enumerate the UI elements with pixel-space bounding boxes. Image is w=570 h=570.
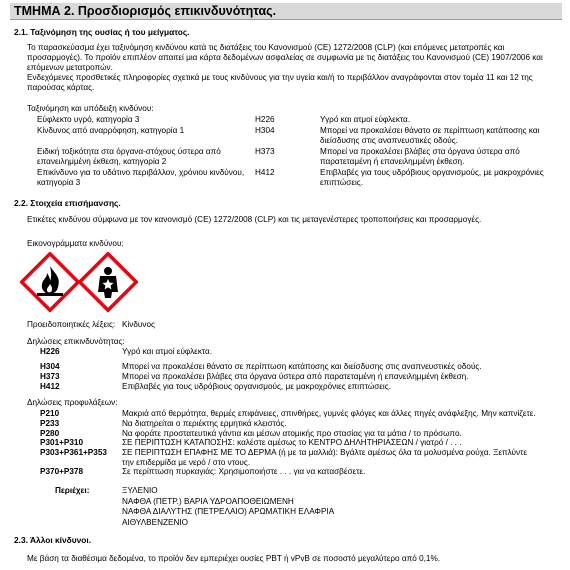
class-row-name: Εύφλεκτο υγρό, κατηγορία 3 [37, 115, 140, 124]
hazard-statements-label: Δηλώσεις επικινδυνότητας: [27, 337, 125, 346]
paragraph-line: Το παρασκεύασμα έχει ταξινόμηση κινδύνου κατά τις διατάξεις του Κανονισμού (CE) 1272/2008 (CLP) (και επόμενες μετατροπές και [27, 43, 505, 52]
precaution-code: P210 [40, 409, 60, 418]
paragraph-line: Ενδεχόμενες προσθετικές πληροφορίες σχετικά με τους κινδύνους για την υγεία και/ή το περιβάλλον αναγράφονται στον τομέα 11 και 12 της [27, 73, 533, 82]
heading-2-2: 2.2. Στοιχεία επισήμανσης. [14, 198, 121, 208]
pictograms-label: Εικονογράμματα κινδύνου: [27, 239, 124, 248]
class-row-code: H373 [255, 147, 275, 156]
hazard-code: H304 [40, 362, 60, 371]
class-row-desc: Επιβλαβές για τους υδρόβιους οργανισμούς, με μακροχρόνιες επιπτώσεις. [320, 168, 544, 187]
class-row-code: H412 [255, 168, 275, 177]
contains-item: ΝΑΦΘΑ (ΠΕΤΡ.) ΒΑΡΙΑ ΥΔΡΟΑΠΟΘΕΙΩΜΕΝΗ [122, 496, 294, 506]
heading-2-3: 2.3. Άλλοι κίνδυνοι. [14, 535, 92, 545]
flame-pictogram-icon [20, 252, 80, 312]
class-row-name: Επικίνδυνο για το υδάτινο περιβάλλον, χρόνιου κινδύνου, κατηγορία 3 [37, 168, 245, 187]
hazard-code: H373 [40, 372, 60, 381]
class-row-name: Κίνδυνος από αναρρόφηση, κατηγορία 1 [37, 126, 185, 135]
class-row-code: H304 [255, 126, 275, 135]
precaution-text: Να φοράτε προστατευτικά γάντια και μέσων ατομικής προ στασίας για τα μάτια / το πρόσωπο. [122, 429, 462, 438]
precaution-text: Να διατηρείται ο περιέκτης ερμητικά κλειστός. [122, 419, 287, 428]
section-title: ΤΜΗΜΑ 2. Προσδιορισμός επικινδυνότητας. [14, 4, 277, 18]
precaution-text: ΣΕ ΠΕΡΙΠΤΩΣΗ ΕΠΑΦΗΣ ΜΕ ΤΟ ΔΕΡΜΑ (ή με τα μαλλιά): Βγάλτε αμέσως όλα τα μολυσμένα ρούχα. Ξεπλύντε την επιδερμίδα με νερό / στο ντους. [122, 448, 528, 467]
paragraph-line: επόμενων μετατροπών. [27, 63, 113, 72]
class-row-name: Ειδική τοξικότητα στα όργανα-στόχους ύστερα από επανειλημμένη έκθεση, κατηγορία 2 [37, 147, 221, 166]
precaution-code: P303+P361+P353 [40, 448, 107, 457]
paragraph-classification [27, 43, 543, 73]
hazard-text: Υγρό και ατμοί εύφλεκτα. [122, 347, 213, 356]
other-hazards-text: Με βάση τα διαθέσιμα δεδομένα, το προϊόν δεν εμπεριέχει ουσίες PBT ή vPvB σε ποσοστό μεγαλύτερο από 0,1%. [27, 554, 441, 563]
precaution-code: P280 [40, 429, 60, 438]
hazard-text: Μπορεί να προκαλέσει βλάβες στα όργανα ύστερα από παρατεταμένη ή επανειλημμένη έκθεση. [122, 372, 469, 381]
hazard-code: H412 [40, 382, 60, 391]
precaution-text: ΣΕ ΠΕΡΙΠΤΩΣΗ ΚΑΤΑΠΟΣΗΣ: καλέστε αμέσως το ΚΕΝΤΡΟ ΔΗΛΗΤΗΡΙΑΣΕΩΝ / γιατρό / . . . [122, 438, 462, 447]
precautionary-statements-label: Δηλώσεις προφυλάξεων: [27, 398, 118, 407]
class-row-desc: Μπορεί να προκαλέσει θάνατο σε περίπτωση κατάποσης και διείσδυσης στις αναπνευστικές οδούς. [320, 126, 540, 145]
contains-label: Περιέχει: [55, 486, 90, 495]
signal-word-value: Κίνδυνος [122, 320, 156, 329]
hazard-text: Μπορεί να προκαλέσει θάνατο σε περίπτωση κατάποσης και διείσδυσης στις αναπνευστικές οδούς. [122, 362, 482, 371]
classification-title: Ταξινόμηση και υπόδειξη κινδύνου: [27, 104, 154, 113]
signal-word-label: Προειδοποιητικές λέξεις: [27, 320, 116, 329]
precaution-text: Μακριά από θερμότητα, θερμές επιφάνειες, σπινθήρες, γυμνές φλόγες και άλλες πηγές ανάφλεξης. Μην καπνίζετε. [122, 409, 536, 418]
class-row-desc: Υγρό και ατμοί εύφλεκτα. [320, 115, 411, 124]
contains-item: ΝΑΦΘΑ ΔΙΑΛΥΤΗΣ (ΠΕΤΡΕΛΑΙΟ) ΑΡΩΜΑΤΙΚΗ ΕΛΑΦΡΙΑ [122, 507, 335, 516]
paragraph-additional-info [27, 73, 533, 93]
paragraph-line: προσαρμογές). Το προϊόν επιπλέον απαιτεί μια κάρτα δεδομένων ασφαλείας σε συμφωνία με τις διατάξεις του Κανονισμού (CE) 1907/2006 και [27, 53, 543, 62]
hazard-text: Επιβλαβές για τους υδρόβιους οργανισμούς, με μακροχρόνιες επιπτώσεις. [122, 382, 391, 391]
precaution-code: P370+P378 [40, 467, 84, 476]
precaution-code: P301+P310 [40, 438, 84, 447]
paragraph-line: παρούσας κάρτας. [27, 83, 95, 92]
contains-item: ΞΥΛΕΝΙΟ [122, 486, 158, 495]
precaution-text: Σε περίπτωση πυρκαγιάς: Χρησιμοποιήστε . . . για να κατασβέσετε. [122, 467, 366, 476]
hazard-code: H226 [40, 347, 60, 356]
health-hazard-pictogram-icon [78, 252, 138, 312]
precaution-code: P233 [40, 419, 60, 428]
heading-2-1: 2.1. Ταξινόμηση της ουσίας ή του μείγματος. [14, 27, 190, 37]
class-row-code: H226 [255, 115, 275, 124]
contains-item: ΑΙΘΥΛΒΕΝΖΕΝΙΟ [122, 517, 189, 527]
class-row-desc: Μπορεί να προκαλέσει βλάβες στα όργανα ύστερα από παρατεταμένη ή επανειλημμένη έκθεση. [320, 147, 520, 166]
label-intro: Ετικέτες κινδύνου σύμφωνα με τον κανονισμό (CE) 1272/2008 (CLP) και τις μεταγενέστερες τροποποιήσεις και προσαρμογές. [27, 215, 482, 224]
contains-list [122, 486, 334, 528]
